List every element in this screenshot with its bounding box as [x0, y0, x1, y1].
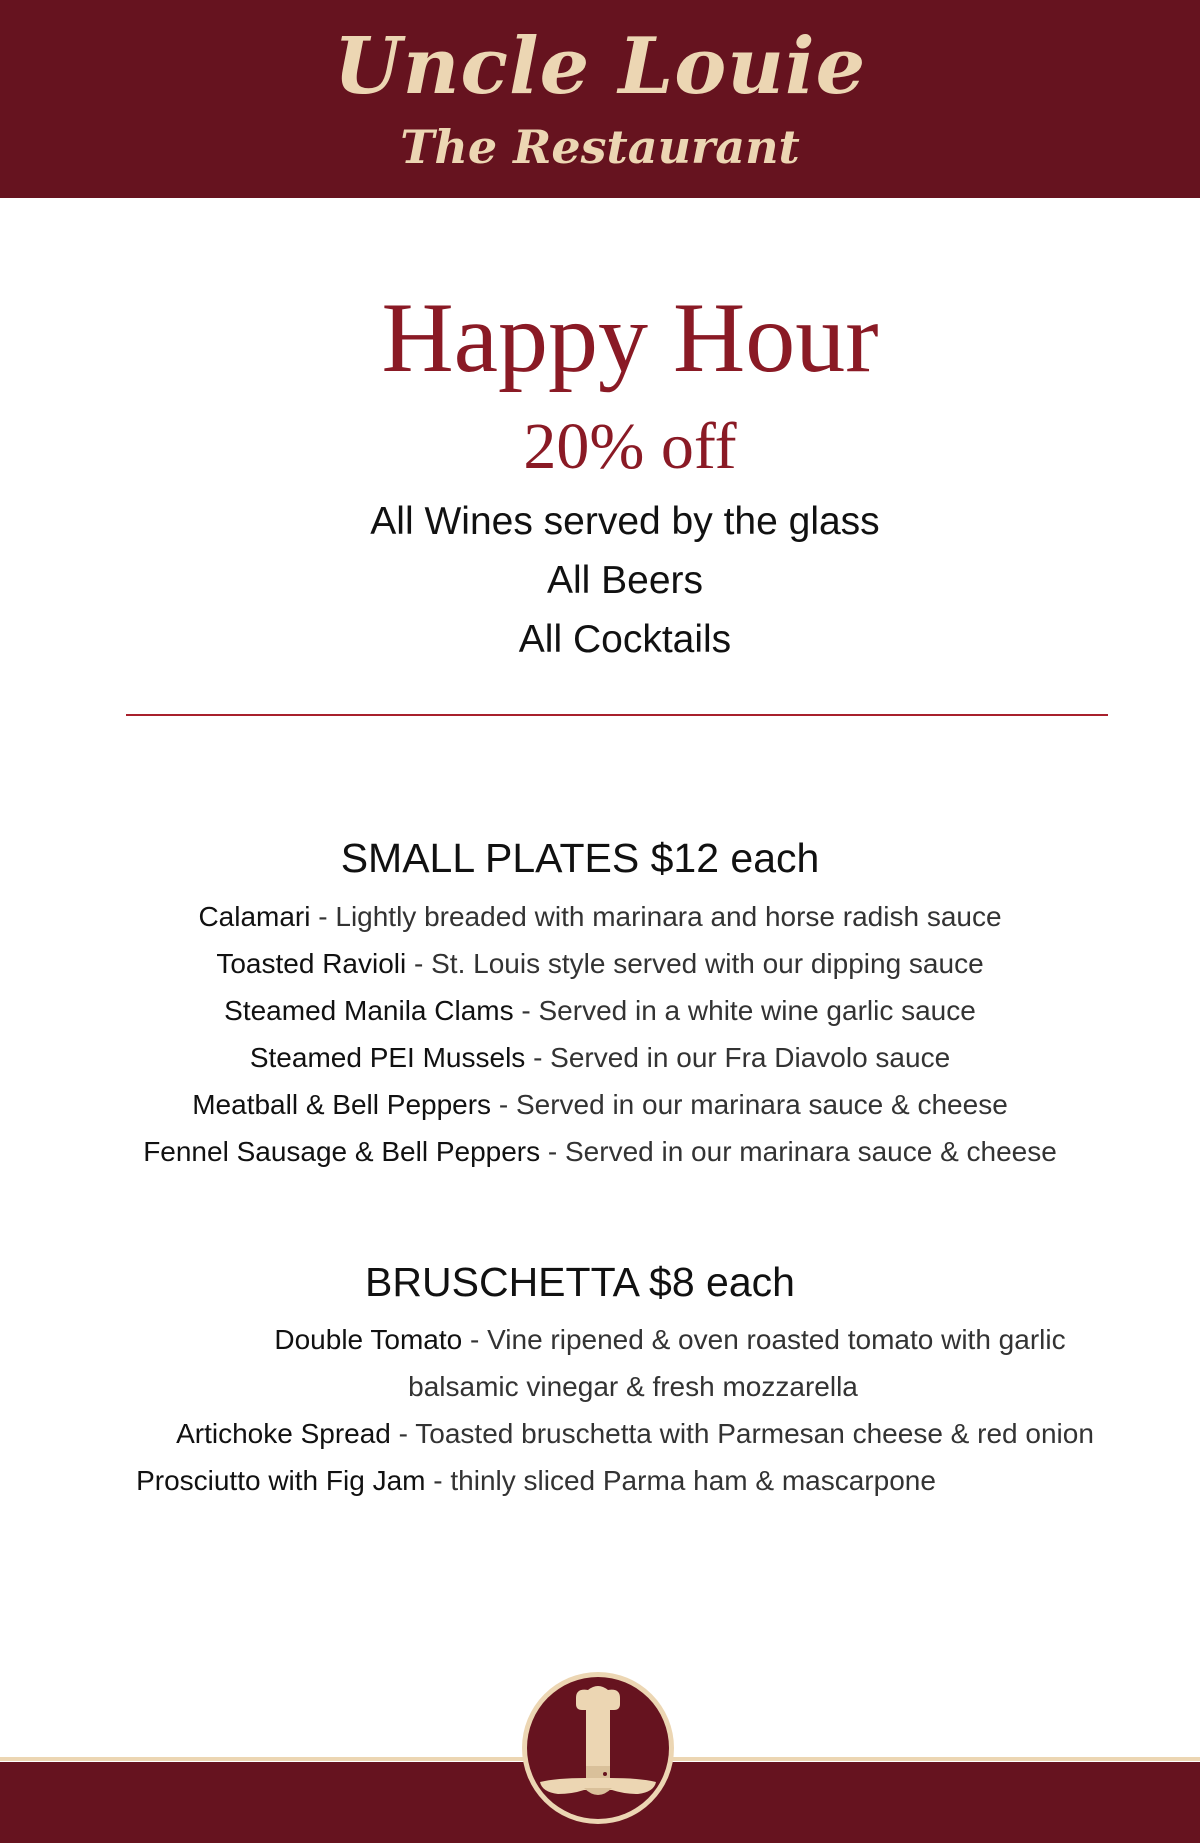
menu-item-description: - Served in our marinara sauce & cheese — [540, 1136, 1057, 1167]
menu-item — [0, 1044, 1200, 1072]
menu-item-name: Artichoke Spread — [176, 1418, 391, 1449]
menu-item — [0, 1467, 1072, 1495]
menu-item — [0, 1138, 1200, 1166]
menu-item-name: Calamari — [198, 901, 311, 932]
happy-hour-title: Happy Hour — [381, 282, 879, 393]
menu-item — [0, 903, 1200, 931]
menu-item-name: Steamed PEI Mussels — [249, 1042, 526, 1073]
menu-item — [0, 997, 1200, 1025]
menu-item-name: Fennel Sausage & Bell Peppers — [143, 1136, 541, 1167]
menu-item-name: Prosciutto with Fig Jam — [136, 1465, 426, 1496]
header-banner — [0, 0, 1200, 198]
menu-item-description: - Vine ripened & oven roasted tomato with garlic — [462, 1324, 1066, 1355]
menu-item-description: - Served in our Fra Diavolo sauce — [525, 1042, 951, 1073]
happy-hour-item: All Beers — [546, 559, 704, 602]
menu-item — [0, 1420, 1200, 1448]
menu-item — [0, 1091, 1200, 1119]
menu-item-name: Double Tomato — [274, 1324, 463, 1355]
menu-item — [0, 950, 1200, 978]
small-plates-title: SMALL PLATES $12 each — [340, 835, 820, 881]
bruschetta-title: BRUSCHETTA $8 each — [365, 1259, 795, 1305]
menu-item-name: Steamed Manila Clams — [224, 995, 514, 1026]
section-divider — [126, 714, 1108, 716]
menu-item-continuation — [0, 1373, 1200, 1401]
menu-item-description: - Toasted bruschetta with Parmesan cheese & red onion — [390, 1418, 1094, 1449]
menu-item-description: - Served in our marinara sauce & cheese — [491, 1089, 1008, 1120]
menu-item — [0, 1326, 1200, 1354]
menu-item-description: - thinly sliced Parma ham & mascarpone — [425, 1465, 936, 1496]
menu-item-description: - St. Louis style served with our dipping sauce — [406, 948, 984, 979]
menu-item-description: balsamic vinegar & fresh mozzarella — [408, 1371, 858, 1402]
happy-hour-item: All Cocktails — [518, 618, 732, 661]
chef-hat-logo-icon — [520, 1670, 676, 1826]
menu-item-description: - Served in a white wine garlic sauce — [513, 995, 976, 1026]
menu-item-name: Toasted Ravioli — [216, 948, 407, 979]
menu-item-name: Meatball & Bell Peppers — [192, 1089, 492, 1120]
happy-hour-item: All Wines served by the glass — [370, 500, 880, 543]
brand-subtitle: The Restaurant — [400, 120, 800, 174]
menu-item-description: - Lightly breaded with marinara and horse radish sauce — [310, 901, 1002, 932]
brand-name: Uncle Louie — [333, 21, 867, 112]
happy-hour-discount: 20% off — [523, 410, 737, 483]
